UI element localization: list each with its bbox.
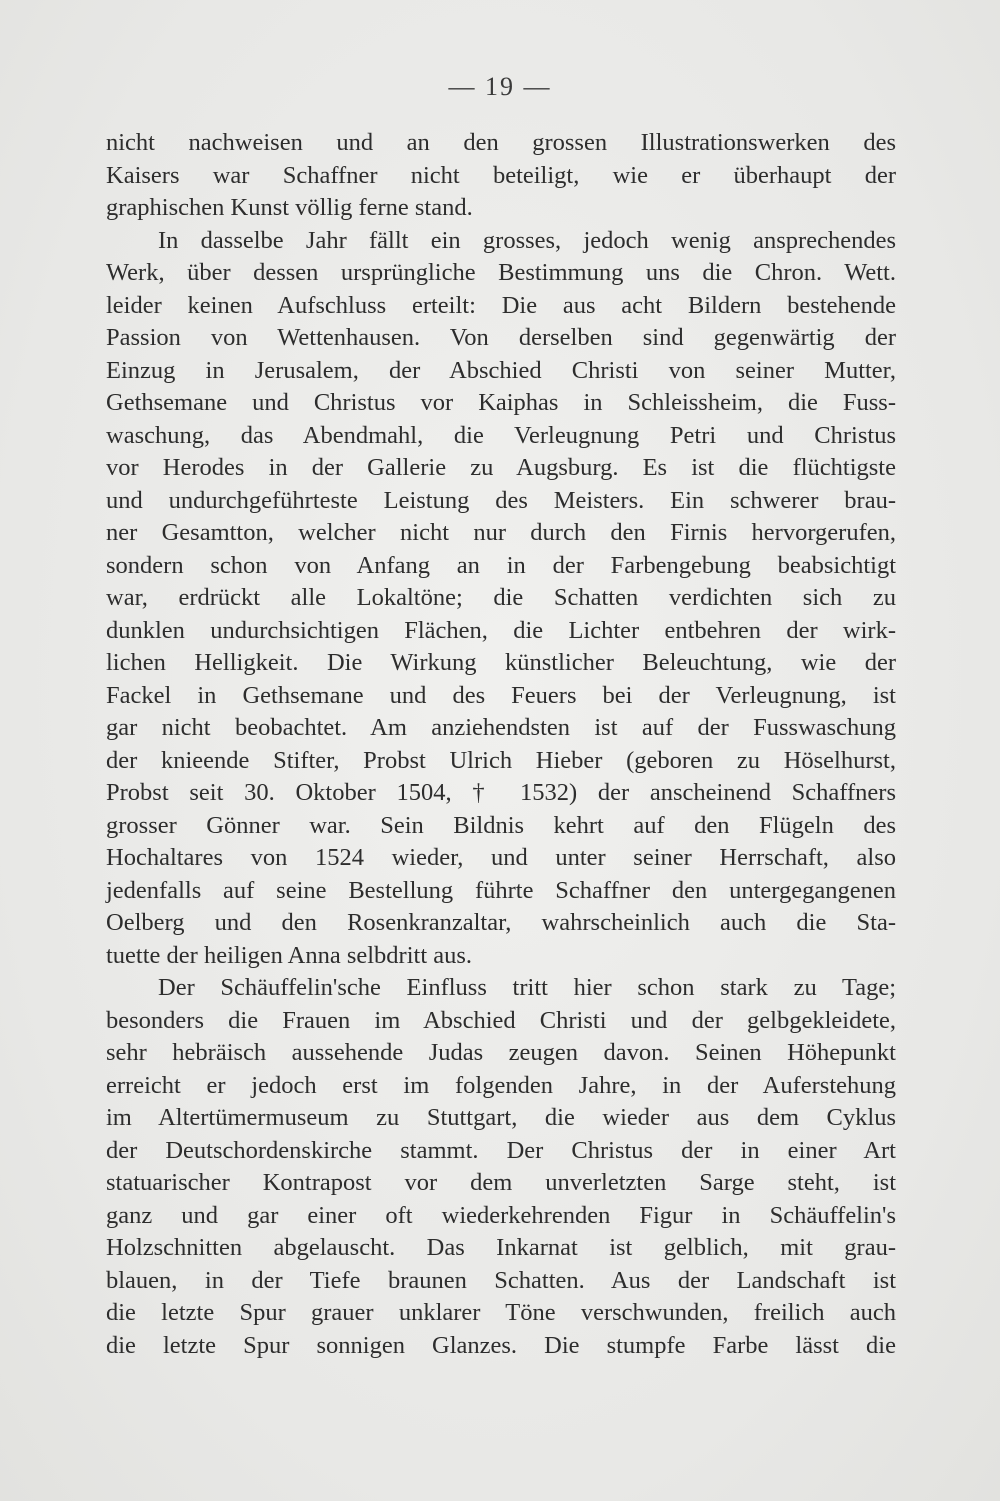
text-line: Kaisers war Schaffner nicht beteiligt, wie er überhaupt der [106, 161, 896, 189]
text-line: Fackel in Gethsemane und des Feuers bei der Verleugnung, ist [106, 681, 896, 709]
text-line: gar nicht beobachtet. Am anziehendsten ist auf der Fusswaschung [106, 714, 896, 741]
paragraph [106, 225, 896, 973]
text-line: Der Schäuffelin'sche Einfluss tritt hier schon stark zu Tage; [158, 974, 896, 1001]
text-line: lichen Helligkeit. Die Wirkung künstlicher Beleuchtung, wie der [106, 649, 896, 676]
text-line: Probst seit 30. Oktober 1504, † 1532) der anscheinend Schaffners [106, 779, 896, 806]
text-line: blauen, in der Tiefe braunen Schatten. Aus der Landschaft ist [106, 1266, 896, 1294]
text-line: Hochaltares von 1524 wieder, und unter seiner Herrschaft, also [106, 844, 896, 871]
text-line: sehr hebräisch aussehende Judas zeugen davon. Seinen Höhepunkt [106, 1039, 896, 1066]
text-line: ner Gesamtton, welcher nicht nur durch den Firnis hervorgerufen, [106, 519, 896, 546]
text-line: jedenfalls auf seine Bestellung führte Schaffner den untergegangenen [106, 876, 896, 904]
text-line: die letzte Spur sonnigen Glanzes. Die stumpfe Farbe lässt die [106, 1331, 896, 1359]
text-line: und undurchgeführteste Leistung des Meisters. Ein schwerer brau- [106, 486, 896, 514]
text-line: leider keinen Aufschluss erteilt: Die aus acht Bildern bestehende [106, 291, 896, 319]
text-line: im Altertümermuseum zu Stuttgart, die wieder aus dem Cyklus [106, 1104, 896, 1131]
page-number: — 19 — [448, 72, 552, 101]
text-line: statuarischer Kontrapost vor dem unverletzten Sarge steht, ist [106, 1169, 896, 1196]
text-line: graphischen Kunst völlig ferne stand. [106, 194, 473, 221]
text-line: tuette der heiligen Anna selbdritt aus. [106, 941, 473, 969]
text-line: Einzug in Jerusalem, der Abschied Christi von seiner Mutter, [106, 356, 896, 384]
paragraph [106, 127, 896, 225]
text-line: dunklen undurchsichtigen Flächen, die Lichter entbehren der wirk- [106, 616, 896, 644]
text-line: sondern schon von Anfang an in der Farbengebung beabsichtigt [106, 551, 896, 579]
text-line: Passion von Wettenhausen. Von derselben sind gegenwärtig der [106, 324, 896, 351]
text-line: der knieende Stifter, Probst Ulrich Hieber (geboren zu Höselhurst, [106, 746, 896, 774]
text-line: Werk, über dessen ursprüngliche Bestimmung uns die Chron. Wett. [106, 259, 896, 286]
text-line: nicht nachweisen und an den grossen Illustrationswerken des [106, 129, 896, 156]
text-line: Gethsemane und Christus vor Kaiphas in Schleissheim, die Fuss- [106, 389, 896, 416]
text-line: In dasselbe Jahr fällt ein grosses, jedoch wenig ansprechendes [158, 226, 896, 254]
text-line: war, erdrückt alle Lokaltöne; die Schatten verdichten sich zu [106, 584, 896, 611]
paragraph [106, 972, 896, 1362]
text-line: besonders die Frauen im Abschied Christi und der gelbgekleidete, [106, 1006, 896, 1034]
text-line: die letzte Spur grauer unklarer Töne verschwunden, freilich auch [106, 1299, 896, 1326]
text-line: Oelberg und den Rosenkranzaltar, wahrscheinlich auch die Sta- [106, 909, 896, 936]
text-line: grosser Gönner war. Sein Bildnis kehrt auf den Flügeln des [106, 811, 896, 839]
body-text [106, 127, 896, 1362]
text-line: waschung, das Abendmahl, die Verleugnung Petri und Christus [106, 421, 896, 449]
text-line: erreicht er jedoch erst im folgenden Jahre, in der Auferstehung [106, 1071, 896, 1099]
text-line: ganz und gar einer oft wiederkehrenden Figur in Schäuffelin's [106, 1201, 896, 1229]
text-line: Holzschnitten abgelauscht. Das Inkarnat ist gelblich, mit grau- [106, 1234, 896, 1261]
text-line: vor Herodes in der Gallerie zu Augsburg. Es ist die flüchtigste [106, 454, 896, 481]
text-line: der Deutschordenskirche stammt. Der Christus der in einer Art [106, 1136, 896, 1164]
